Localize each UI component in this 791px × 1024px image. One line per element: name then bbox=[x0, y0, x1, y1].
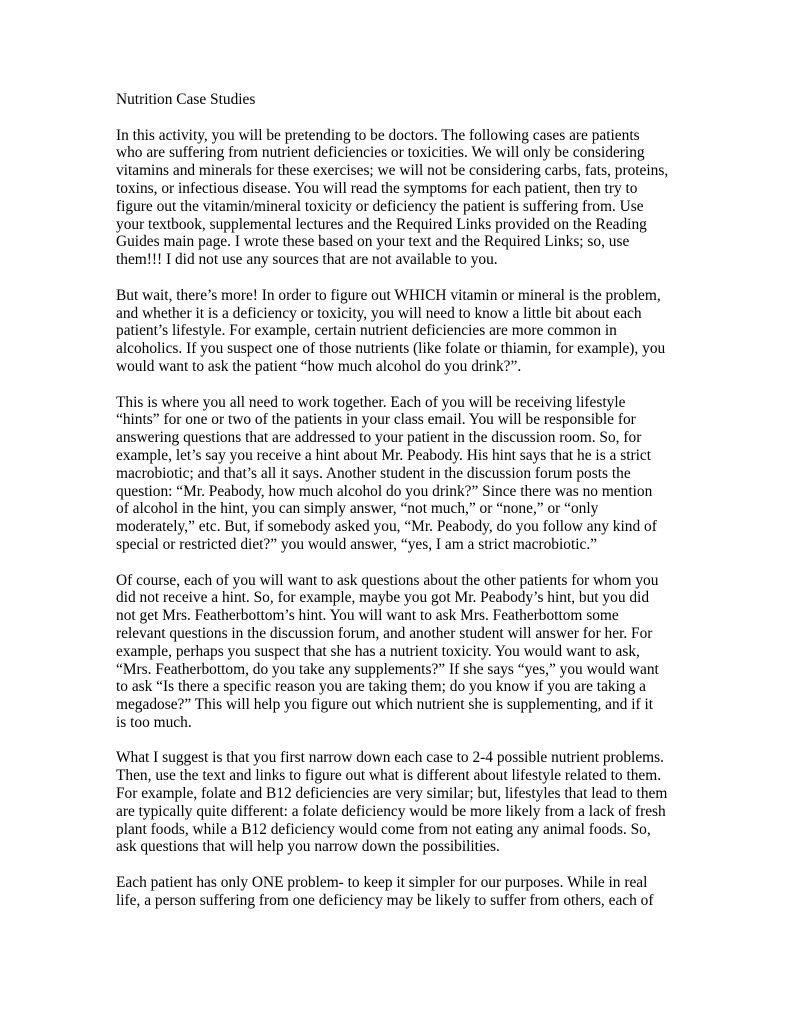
paragraph-line: Then, use the text and links to figure out what is different about lifestyle related to them. bbox=[116, 767, 662, 785]
document-page bbox=[116, 91, 676, 927]
paragraph-line: to ask “Is there a specific reason you are taking them; do you know if you are taking a bbox=[116, 678, 646, 696]
paragraph-line: megadose?” This will help you figure out which nutrient she is supplementing, and if it bbox=[116, 696, 654, 714]
paragraph-line: vitamins and minerals for these exercises; we will not be considering carbs, fats, proteins, bbox=[116, 162, 669, 180]
paragraph-line: Guides main page. I wrote these based on your text and the Required Links; so, use bbox=[116, 233, 630, 251]
paragraph-line: your textbook, supplemental lectures and the Required Links provided on the Reading bbox=[116, 215, 647, 233]
paragraph-line: moderately,” etc. But, if somebody asked you, “Mr. Peabody, do you follow any kind of bbox=[116, 518, 657, 536]
paragraph-intro bbox=[116, 127, 676, 269]
paragraph-one-problem bbox=[116, 874, 676, 910]
paragraph-line: This is where you all need to work together. Each of you will be receiving lifestyle bbox=[116, 393, 626, 411]
paragraph-line: who are suffering from nutrient deficiencies or toxicities. We will only be considering bbox=[116, 144, 645, 162]
paragraph-line: “hints” for one or two of the patients in your class email. You will be responsible for bbox=[116, 411, 636, 429]
paragraph-line: of alcohol in the hint, you can simply answer, “not much,” or “none,” or “only bbox=[116, 500, 599, 518]
paragraph-line: alcoholics. If you suspect one of those nutrients (like folate or thiamin, for example), you bbox=[116, 340, 666, 358]
paragraph-line: did not receive a hint. So, for example, maybe you got Mr. Peabody’s hint, but you did bbox=[116, 589, 650, 607]
paragraph-line: life, a person suffering from one deficiency may be likely to suffer from others, each of bbox=[116, 891, 654, 909]
paragraph-line: patient’s lifestyle. For example, certain nutrient deficiencies are more common in bbox=[116, 322, 617, 340]
paragraph-line: them!!! I did not use any sources that are not available to you. bbox=[116, 251, 498, 269]
paragraph-other-patients bbox=[116, 572, 676, 732]
paragraph-line: example, perhaps you suspect that she has a nutrient toxicity. You would want to ask, bbox=[116, 642, 640, 660]
paragraph-line: relevant questions in the discussion forum, and another student will answer for her. For bbox=[116, 624, 653, 642]
paragraph-line: What I suggest is that you first narrow down each case to 2-4 possible nutrient problems. bbox=[116, 749, 664, 767]
paragraph-line: would want to ask the patient “how much alcohol do you drink?”. bbox=[116, 357, 522, 375]
paragraph-line: macrobiotic; and that’s all it says. Another student in the discussion forum posts the bbox=[116, 464, 631, 482]
paragraph-line: not get Mrs. Featherbottom’s hint. You will want to ask Mrs. Featherbottom some bbox=[116, 607, 619, 625]
paragraph-line: are typically quite different: a folate deficiency would be more likely from a lack of fresh bbox=[116, 802, 666, 820]
document-title: Nutrition Case Studies bbox=[116, 91, 256, 108]
paragraph-line: Each patient has only ONE problem- to keep it simpler for our purposes. While in real bbox=[116, 874, 648, 892]
paragraph-line: and whether it is a deficiency or toxicity, you will need to know a little bit about each bbox=[116, 304, 642, 322]
paragraph-line: is too much. bbox=[116, 713, 192, 731]
paragraph-line: “Mrs. Featherbottom, do you take any supplements?” If she says “yes,” you would want bbox=[116, 660, 659, 678]
paragraph-line: answering questions that are addressed to your patient in the discussion room. So, for bbox=[116, 429, 642, 447]
paragraph-line: figure out the vitamin/mineral toxicity or deficiency the patient is suffering from. Use bbox=[116, 197, 644, 215]
paragraph-line: Of course, each of you will want to ask questions about the other patients for whom you bbox=[116, 571, 659, 589]
paragraph-line: ask questions that will help you narrow down the possibilities. bbox=[116, 838, 500, 856]
paragraph-teamwork bbox=[116, 394, 676, 554]
paragraph-lifestyle bbox=[116, 287, 676, 376]
paragraph-line: In this activity, you will be pretending to be doctors. The following cases are patients bbox=[116, 126, 640, 144]
paragraph-line: But wait, there’s more! In order to figure out WHICH vitamin or mineral is the problem, bbox=[116, 286, 661, 304]
paragraph-line: question: “Mr. Peabody, how much alcohol do you drink?” Since there was no mention bbox=[116, 482, 653, 500]
paragraph-line: plant foods, while a B12 deficiency would come from not eating any animal foods. So, bbox=[116, 820, 651, 838]
paragraph-line: toxins, or infectious disease. You will read the symptoms for each patient, then try to bbox=[116, 179, 638, 197]
paragraph-suggestion bbox=[116, 749, 676, 856]
paragraph-line: example, let’s say you receive a hint about Mr. Peabody. His hint says that he is a strict bbox=[116, 446, 651, 464]
paragraph-line: special or restricted diet?” you would answer, “yes, I am a strict macrobiotic.” bbox=[116, 535, 598, 553]
paragraph-line: For example, folate and B12 deficiencies are very similar; but, lifestyles that lead to them bbox=[116, 785, 668, 803]
